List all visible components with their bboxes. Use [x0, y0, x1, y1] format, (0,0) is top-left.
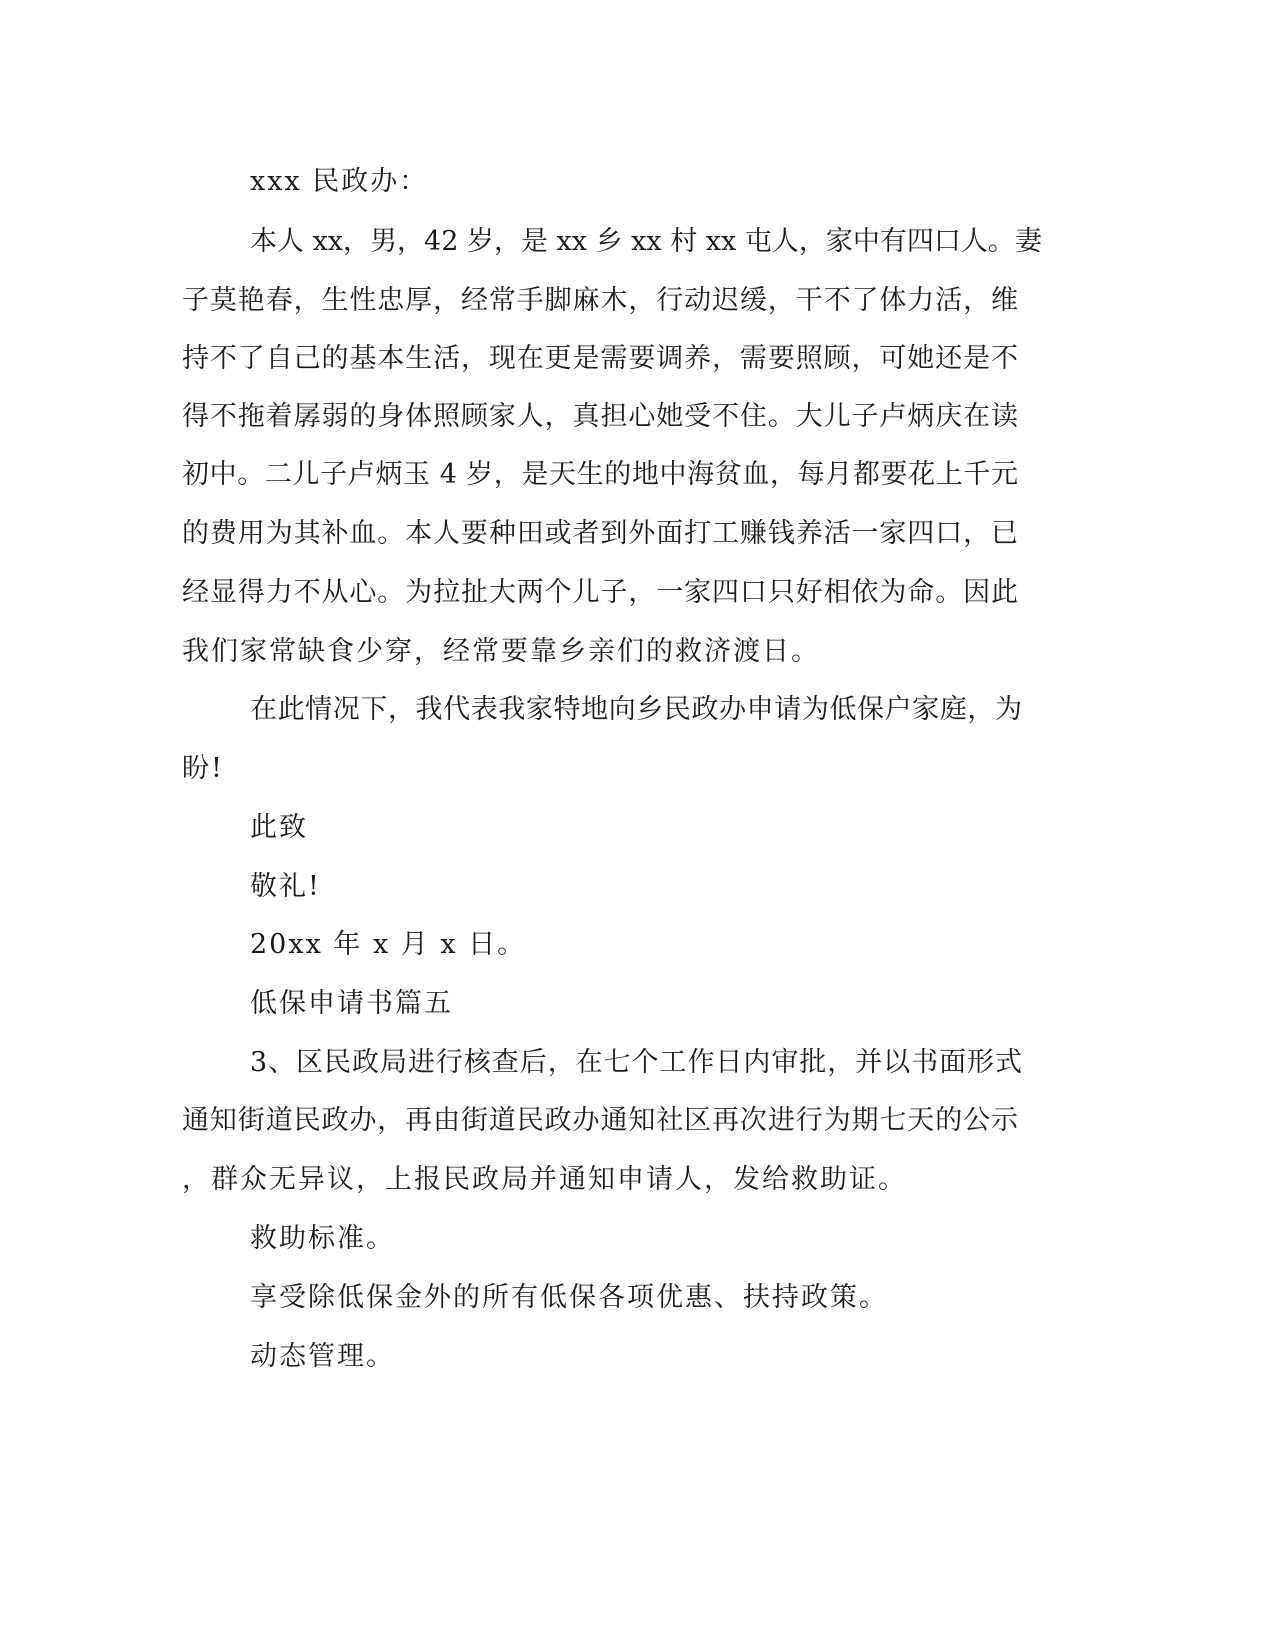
aid-standard-heading: 救助标准。 — [250, 1223, 395, 1254]
step-line-1: 3、区民政局进行核查后，在七个工作日内审批，并以书面形式 — [250, 1047, 1022, 1078]
closing-line-1: 此致 — [250, 812, 308, 843]
aid-standard-text: 享受除低保金外的所有低保各项优惠、扶持政策。 — [250, 1282, 888, 1313]
request-line-1: 在此情况下，我代表我家特地向乡民政办申请为低保户家庭，为 — [250, 694, 1022, 725]
body-line-6: 的费用为其补血。本人要种田或者到外面打工赚钱养活一家四口，已 — [182, 518, 1018, 549]
body-line-5: 初中。二儿子卢炳玉 4 岁，是天生的地中海贫血，每月都要花上千元 — [182, 459, 1018, 490]
body-line-8: 我们家常缺食少穿，经常要靠乡亲们的救济渡日。 — [182, 636, 820, 667]
step-line-2: 通知街道民政办，再由街道民政办通知社区再次进行为期七天的公示 — [182, 1105, 1018, 1136]
section-heading: 低保申请书篇五 — [250, 988, 453, 1019]
date-line: 20xx 年 x 月 x 日。 — [250, 929, 527, 960]
closing-line-2: 敬礼! — [250, 871, 321, 902]
body-line-2: 子莫艳春，生性忠厚，经常手脚麻木，行动迟缓，干不了体力活，维 — [182, 285, 1018, 316]
body-line-7: 经显得力不从心。为拉扯大两个儿子，一家四口只好相依为命。因此 — [182, 577, 1018, 608]
body-line-3: 持不了自己的基本生活，现在更是需要调养，需要照顾，可她还是不 — [182, 343, 1018, 374]
body-line-4: 得不拖着孱弱的身体照顾家人，真担心她受不住。大儿子卢炳庆在读 — [182, 401, 1018, 432]
step-line-3: ，群众无异议，上报民政局并通知申请人，发给救助证。 — [182, 1164, 907, 1195]
request-line-2: 盼! — [182, 753, 224, 784]
body-line-1: 本人 xx，男，42 岁，是 xx 乡 xx 村 xx 屯人，家中有四口人。妻 — [250, 226, 1042, 257]
salutation-line: xxx 民政办： — [250, 166, 429, 197]
dynamic-management-heading: 动态管理。 — [250, 1341, 395, 1372]
